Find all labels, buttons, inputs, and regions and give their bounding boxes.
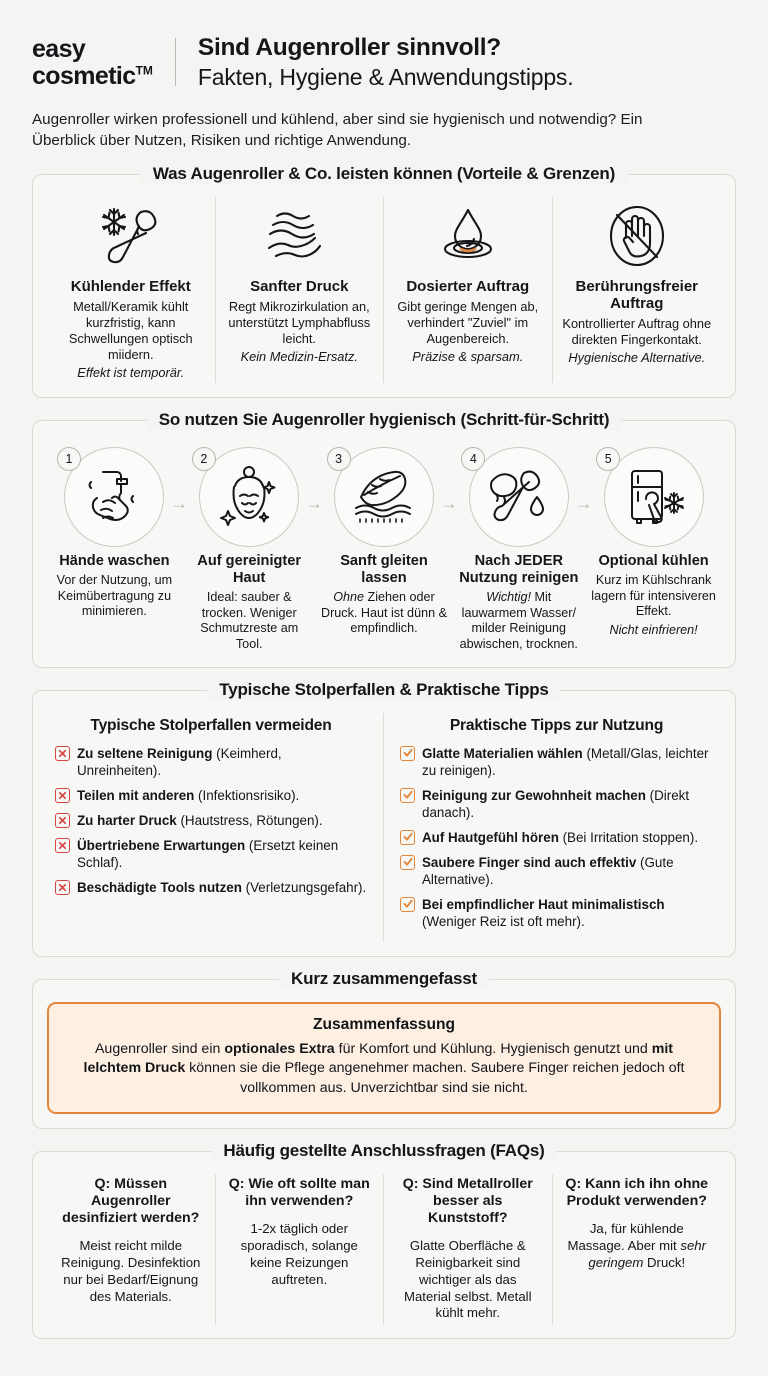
list-item-rest: (Keimherd, Unreinheiten). <box>77 745 282 778</box>
list-item-text <box>77 787 299 804</box>
tips-heading: Praktische Tipps zur Nutzung <box>449 716 664 734</box>
summary-text <box>67 1040 701 1098</box>
list-item-rest: (Metall/Glas, leichter zu reinigen). <box>422 745 709 778</box>
benefit-card <box>384 197 553 383</box>
step-card <box>586 443 721 639</box>
benefit-note: Effekt ist temporär. <box>77 364 185 380</box>
summary-text-part1: Augenroller sind ein <box>94 1040 225 1057</box>
faq-answer: 1-2x täglich oder sporadisch, solange keine Reizungen auftreten. <box>240 1220 358 1287</box>
step-arrow-icon: → <box>170 493 188 513</box>
tips-column <box>384 713 721 942</box>
step-number-badge: 5 <box>596 447 620 471</box>
page-title: Sind Augenroller sinnvoll? <box>197 34 501 61</box>
cross-box-icon <box>55 788 70 803</box>
step-number-badge: 3 <box>327 447 351 471</box>
step-visual <box>590 445 717 549</box>
tips-list <box>400 745 713 930</box>
benefit-desc: Metall/Keramik kühlt kurzfristig, kann Schwellungen optisch miidern. <box>68 299 193 362</box>
no-touch-hand-icon <box>561 203 714 269</box>
step-arrow-icon: → <box>440 493 458 513</box>
summary-bold-2: mit lelchtem Druck <box>83 1040 674 1077</box>
cross-box-icon <box>55 838 70 853</box>
benefit-desc: Kontrollierter Auftrag ohne direkten Fingerkontakt. <box>562 316 712 348</box>
list-item <box>55 812 367 829</box>
wave-hand-icon <box>224 203 376 269</box>
benefit-card <box>216 197 385 383</box>
cross-box-icon <box>55 746 70 761</box>
brand-line-2: cosmetic™ <box>32 61 153 90</box>
faq-question: Q: Sind Metallroller besser als Kunststoff? <box>402 1175 533 1226</box>
summary-box <box>47 1002 721 1114</box>
list-item-rest: (Infektionsrisiko). <box>194 787 300 803</box>
step-desc-rest: Mit lauwarmem Wasser/ milder Reinigung abwischen, trocknen. <box>459 589 578 652</box>
step-number-badge: 4 <box>461 447 485 471</box>
benefit-title: Sanfter Druck <box>250 277 349 295</box>
faq-section <box>32 1140 736 1340</box>
list-item <box>400 854 713 888</box>
faq-answer-emphasis: sehr geringem <box>588 1237 707 1270</box>
list-item-bold: Bei empfindlicher Haut minimalistisch <box>422 896 665 912</box>
step-title: Nach JEDER Nutzung reinigen <box>459 552 579 586</box>
pitfalls-heading: Typische Stolperfallen vermeiden <box>90 716 332 734</box>
step-number-badge: 1 <box>57 447 81 471</box>
list-item-text <box>422 854 713 888</box>
list-item-bold: Glatte Materialien wählen <box>422 745 583 761</box>
benefit-title: Berührungsfreier Auftrag <box>575 277 699 313</box>
list-item-bold: Zu seltene Reinigung <box>77 745 213 761</box>
step-visual <box>455 445 593 549</box>
pitfalls-tips-columns <box>47 713 721 942</box>
list-item-text <box>422 787 713 821</box>
faq-grid <box>47 1174 721 1325</box>
list-item-rest: (Bei Irritation stoppen). <box>558 829 699 845</box>
list-item <box>55 745 367 779</box>
step-desc: Vor der Nutzung, um Keimübertragung zu minimieren. <box>56 572 173 619</box>
step-card <box>451 443 593 653</box>
benefits-grid <box>47 197 721 383</box>
trademark-mark: TM <box>135 63 153 78</box>
check-box-icon <box>400 788 415 803</box>
faq-answer: Glatte Oberfläche & Reinigbarkeit sind wichtiger als das Material selbst. Metall kühlt mehr. <box>403 1237 532 1321</box>
pitfalls-list <box>55 745 367 896</box>
pitfalls-tips-section <box>32 679 736 957</box>
list-item <box>400 896 713 930</box>
list-item-text <box>422 745 713 779</box>
page-header <box>0 0 768 92</box>
faq-question: Q: Müssen Augenroller desinfiziert werden? <box>62 1175 200 1226</box>
list-item-bold: Saubere Finger sind auch effektiv <box>422 854 637 870</box>
list-item-rest: (Weniger Reiz ist oft mehr). <box>422 913 585 929</box>
list-item-text <box>77 879 366 896</box>
summary-text-part3: können sie die Pflege angenehmer machen. Saubere Finger reichen jedoch oft vollkommen aus. Unverzichtbar sind sie nicht. <box>185 1060 685 1096</box>
benefit-card <box>47 197 216 383</box>
step-desc-rest: Ziehen oder Druck. Haut ist dünn & empfindlich. <box>320 589 447 636</box>
list-item-bold: Teilen mit anderen <box>77 787 195 803</box>
faq-question: Q: Wie oft sollte man ihn verwenden? <box>228 1175 370 1209</box>
steps-section <box>32 409 736 668</box>
check-box-icon <box>400 855 415 870</box>
step-arrow-icon: → <box>575 493 593 513</box>
pitfalls-tips-section-title: Typische Stolperfallen & Praktische Tipps <box>207 680 560 700</box>
list-item-text <box>422 829 698 846</box>
benefit-note: Kein Medizin-Ersatz. <box>240 349 358 364</box>
list-item <box>55 787 367 804</box>
summary-text-part2: für Komfort und Kühlung. Hygienisch genutzt und <box>334 1040 652 1057</box>
benefit-title: Dosierter Auftrag <box>406 277 530 295</box>
summary-section-title: Kurz zusammengefasst <box>279 969 489 989</box>
faq-section-title: Häufig gestellte Anschlussfragen (FAQs) <box>211 1141 556 1161</box>
benefit-title: Kühlender Effekt <box>70 277 191 295</box>
check-box-icon <box>400 830 415 845</box>
step-visual <box>186 445 323 549</box>
list-item-rest: (Gute Alternative). <box>422 854 674 887</box>
list-item-text <box>77 812 323 829</box>
snowflake-roller-icon <box>55 203 207 269</box>
check-box-icon <box>400 897 415 912</box>
list-item <box>400 829 713 846</box>
list-item-rest: (Ersetzt keinen Schlaf). <box>77 837 339 870</box>
list-item-bold: Auf Hautgefühl hören <box>422 829 559 845</box>
faq-item <box>384 1174 553 1325</box>
cross-box-icon <box>55 813 70 828</box>
step-note: Nicht einfrieren! <box>609 623 698 638</box>
benefit-desc: Gibt geringe Mengen ab, verhindert "Zuviel" im Augenbereich. <box>397 299 539 347</box>
list-item-bold: Übertriebene Erwartungen <box>77 837 246 853</box>
step-desc: Ideal: sauber & trocken. Weniger Schmutzreste am Tool. <box>200 589 299 652</box>
header-titles <box>176 34 574 92</box>
list-item-text <box>422 896 713 930</box>
step-title: Optional kühlen <box>598 552 709 569</box>
steps-grid <box>47 443 721 653</box>
list-item-rest: (Hautstress, Rötungen). <box>176 812 323 828</box>
list-item-text <box>77 745 367 779</box>
list-item <box>400 745 713 779</box>
step-desc-emphasis: Wichtig! <box>486 589 531 604</box>
step-card <box>317 443 458 637</box>
faq-item <box>553 1174 722 1325</box>
step-title: Hände waschen <box>59 552 170 569</box>
faq-answer <box>563 1221 712 1272</box>
faq-question: Q: Kann ich ihn ohne Produkt verwenden? <box>565 1175 709 1209</box>
list-item <box>55 837 367 871</box>
brand-logo <box>32 36 175 90</box>
list-item-text <box>77 837 367 871</box>
list-item <box>55 879 367 896</box>
faq-answer-part2: Druck! <box>643 1254 686 1270</box>
step-visual <box>321 445 458 549</box>
list-item-bold: Beschädigte Tools nutzen <box>77 879 242 895</box>
droplet-ripple-icon <box>392 203 544 269</box>
faq-answer-part1: Ja, für kühlende Massage. Aber mit <box>567 1220 684 1253</box>
step-desc <box>455 590 582 653</box>
summary-section <box>32 968 736 1129</box>
list-item-rest: (Direkt danach). <box>422 787 690 820</box>
cross-box-icon <box>55 880 70 895</box>
list-item-rest: (Verletzungsgefahr). <box>241 879 367 895</box>
step-desc-emphasis: Ohne <box>333 589 365 604</box>
step-title: Auf gereinigter Haut <box>197 552 302 586</box>
step-desc <box>321 590 448 637</box>
step-desc: Kurz im Kühlschrank lagern für intensiveren Effekt. <box>591 572 716 619</box>
pitfalls-column <box>47 713 384 942</box>
steps-section-title: So nutzen Sie Augenroller hygienisch (Schritt-für-Schritt) <box>147 410 622 430</box>
benefit-note: Präzise & sparsam. <box>412 349 524 364</box>
faq-answer: Meist reicht milde Reinigung. Desinfektion nur bei Bedarf/Eignung des Materials. <box>61 1237 201 1304</box>
benefits-section-title: Was Augenroller & Co. leisten können (Vorteile & Grenzen) <box>141 164 627 184</box>
summary-bold-1: optionales Extra <box>224 1040 335 1057</box>
intro-paragraph: Augenroller wirken professionell und kühlend, aber sind sie hygienisch und notwendig? Ein Überblick über Nutzen, Risiken und richtige Anwendung. <box>32 110 643 150</box>
list-item-bold: Reinigung zur Gewohnheit machen <box>422 787 646 803</box>
step-arrow-icon: → <box>305 493 323 513</box>
benefits-section <box>32 163 736 398</box>
step-number-badge: 2 <box>192 447 216 471</box>
step-visual <box>51 445 188 549</box>
step-card <box>182 443 323 653</box>
list-item <box>400 787 713 821</box>
check-box-icon <box>400 746 415 761</box>
step-title: Sanft gleiten lassen <box>340 552 428 586</box>
faq-item <box>47 1174 216 1325</box>
page-subtitle: Fakten, Hygiene & Anwendungstipps. <box>197 63 574 90</box>
step-card <box>47 443 188 620</box>
summary-heading: Zusammenfassung <box>312 1015 456 1033</box>
benefit-note: Hygienische Alternative. <box>568 350 706 366</box>
benefit-desc: Regt Mikrozirkulation an, unterstützt Lymphabfluss leicht. <box>228 299 371 347</box>
benefit-card <box>553 197 722 383</box>
faq-item <box>216 1174 385 1325</box>
list-item-bold: Zu harter Druck <box>77 812 177 828</box>
brand-line-1: easy <box>32 34 86 63</box>
